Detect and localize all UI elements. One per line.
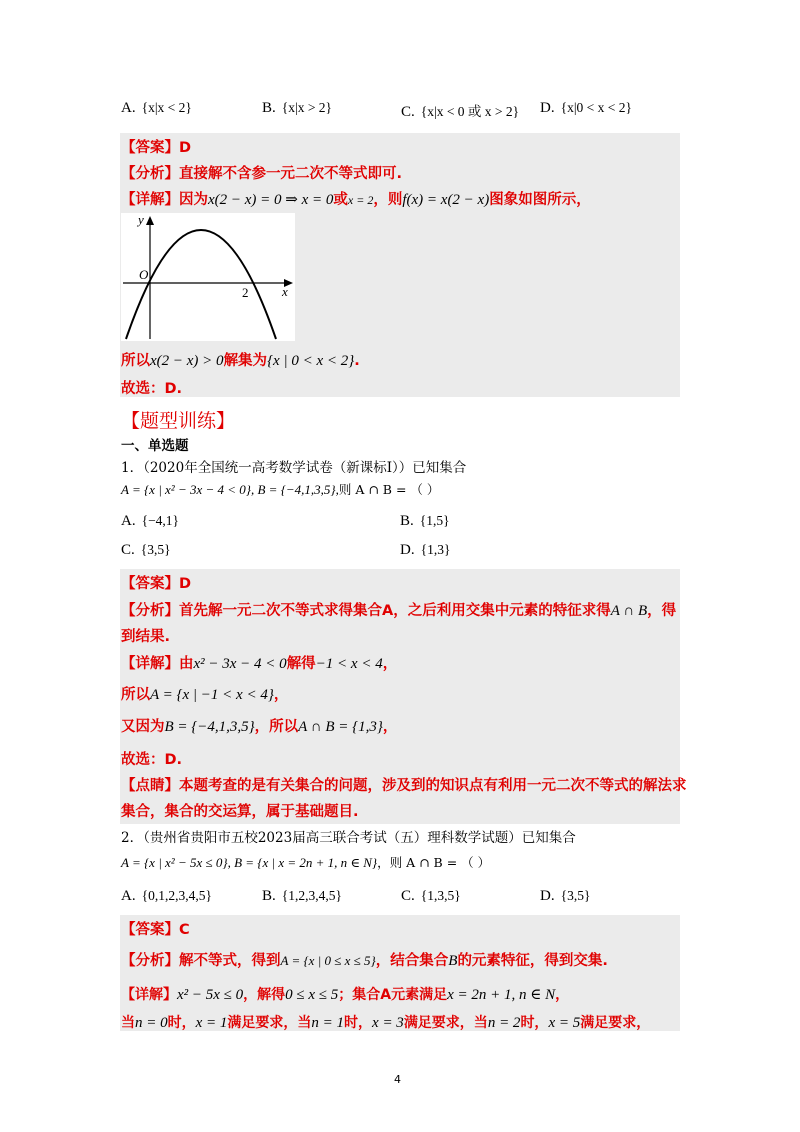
math: A = {x | −1 < x < 4} xyxy=(150,687,274,703)
math: n = 1 xyxy=(311,1015,345,1031)
math: 0 ≤ x ≤ 5 xyxy=(285,987,339,1003)
analysis-text: 解不等式，得到 xyxy=(179,953,281,969)
analysis-tag: 【分析】 xyxy=(121,166,179,182)
option-text: {x|x < 0 或 x > 2} xyxy=(420,104,520,119)
detail-tag: 【详解】 xyxy=(121,987,177,1003)
math: A ∩ B = {1,3} xyxy=(298,719,383,735)
answer-value: C xyxy=(179,922,190,938)
math: x = 3 xyxy=(372,1015,404,1031)
detail-text: 时， xyxy=(520,1015,549,1031)
q0-option-b xyxy=(262,100,332,117)
stem-text: 则 A ∩ B = （ ） xyxy=(338,482,440,497)
detail-text: 时， xyxy=(167,1015,196,1031)
page-number: 4 xyxy=(394,1073,401,1086)
detail-text: 因为 xyxy=(179,192,208,208)
option-text: {1,3,5} xyxy=(420,888,461,903)
option-label: D. xyxy=(400,542,415,558)
q2-stem-line-1: 2．（贵州省贵阳市五校2023届高三联合考试（五）理科数学试题）已知集合 xyxy=(121,830,576,846)
option-text: {3,5} xyxy=(560,888,591,903)
q1-stem-line-1: 1．（2020年全国统一高考数学试卷（新课标Ⅰ））已知集合 xyxy=(121,460,467,476)
q1-option-a xyxy=(121,513,179,530)
q1-detail-line-2 xyxy=(121,683,288,704)
detail-text: ， xyxy=(382,656,398,672)
math: x² − 3x − 4 < 0 xyxy=(193,656,287,672)
option-label: B. xyxy=(262,100,276,116)
detail-text: 图象如图所示， xyxy=(489,192,591,208)
option-label: C. xyxy=(401,888,415,904)
option-text: {1,5} xyxy=(419,513,450,528)
math: B xyxy=(448,953,458,969)
q1-detail-line-3 xyxy=(121,715,397,736)
option-text: {0,1,2,3,4,5} xyxy=(141,888,212,903)
x-axis-label: x xyxy=(282,284,288,299)
option-label: D. xyxy=(540,100,555,116)
q2-option-a xyxy=(121,888,212,905)
math: x = 1 xyxy=(195,1015,228,1031)
answer-value: D xyxy=(179,140,192,156)
y-axis-arrow xyxy=(146,216,154,225)
math: f(x) = x(2 − x) xyxy=(402,192,490,208)
detail-text: 所以 xyxy=(121,687,150,703)
parabola-curve xyxy=(126,230,276,339)
q2-option-d xyxy=(540,888,590,905)
option-label: C. xyxy=(401,104,415,120)
math: x = 2 xyxy=(347,193,374,207)
comment-text: 本题考查的是有关集合的问题，涉及到的知识点有利用一元二次不等式的解法求 xyxy=(179,778,687,794)
math: A = {x | x² − 5x ≤ 0}, B = {x | x = 2n + 1, n ∈ N} xyxy=(121,855,378,870)
math: x² − 5x ≤ 0 xyxy=(177,987,244,1003)
q2-option-c xyxy=(401,888,461,905)
q2-answer xyxy=(121,918,190,939)
q1-conclusion: 故选：D. xyxy=(121,752,183,768)
option-label: A. xyxy=(121,100,136,116)
detail-tag: 【详解】 xyxy=(121,656,179,672)
option-label: A. xyxy=(121,888,136,904)
option-text: {x|x > 2} xyxy=(281,100,333,115)
math: A = {x | 0 ≤ x ≤ 5} xyxy=(280,953,376,968)
q1-option-b xyxy=(400,513,450,530)
stem-text: ，则 A ∩ B = （ ） xyxy=(377,855,491,870)
q2-detail-line-1 xyxy=(121,984,569,1004)
math: x(2 − x) = 0 ⇒ x = 0 xyxy=(208,192,334,208)
analysis-text: 的元素特征，得到交集. xyxy=(457,953,608,969)
q1-answer xyxy=(121,572,191,593)
q0-analysis xyxy=(121,162,402,183)
q0-conclusion: 故选：D. xyxy=(121,381,183,397)
q1-option-c xyxy=(121,542,171,559)
section-title: 【题型训练】 xyxy=(121,410,236,432)
detail-text: ；集合A元素满足 xyxy=(338,987,448,1003)
analysis-text: ，结合集合 xyxy=(375,953,449,969)
math: x = 2n + 1, n ∈ N xyxy=(447,987,556,1003)
q0-detail-line-2 xyxy=(121,349,360,370)
q1-stem-line-2 xyxy=(121,480,439,498)
detail-text: 由 xyxy=(179,656,194,672)
detail-tag: 【详解】 xyxy=(121,192,179,208)
math: A ∩ B xyxy=(610,603,648,619)
option-label: B. xyxy=(400,513,414,529)
parabola-graph-svg xyxy=(121,213,295,341)
math: B = {−4,1,3,5} xyxy=(164,719,255,735)
detail-text: 或 xyxy=(333,192,348,208)
q0-detail-line-1 xyxy=(121,188,591,209)
detail-text: 满足要求， xyxy=(580,1015,651,1031)
detail-text: ， xyxy=(382,719,398,735)
q0-option-c xyxy=(401,100,519,121)
q0-answer xyxy=(121,136,191,157)
q2-detail-line-2 xyxy=(121,1012,650,1032)
detail-text: 满足要求，当 xyxy=(403,1015,488,1031)
option-label: C. xyxy=(121,542,135,558)
comment-tag: 【点睛】 xyxy=(121,778,179,794)
detail-text: 时， xyxy=(344,1015,373,1031)
q1-analysis-line-1 xyxy=(121,599,676,620)
q2-option-b xyxy=(262,888,342,905)
option-label: A. xyxy=(121,513,136,529)
math: {x | 0 < x < 2} xyxy=(267,353,355,369)
option-text: {3,5} xyxy=(140,542,171,557)
detail-text: 满足要求，当 xyxy=(227,1015,312,1031)
analysis-text: 首先解一元二次不等式求得集合A，之后利用交集中元素的特征求得 xyxy=(179,603,611,619)
answer-value: D xyxy=(179,576,192,592)
option-text: {−4,1} xyxy=(141,513,180,528)
option-text: {1,2,3,4,5} xyxy=(281,888,342,903)
option-text: {x|0 < x < 2} xyxy=(560,100,632,115)
q1-option-d xyxy=(400,542,450,559)
detail-text: ， xyxy=(273,687,289,703)
detail-text: ，所以 xyxy=(254,719,299,735)
origin-label: O xyxy=(139,267,149,282)
math: x = 5 xyxy=(548,1015,581,1031)
q1-detail-line-1 xyxy=(121,652,397,673)
detail-text: 又因为 xyxy=(121,719,165,735)
answer-tag: 【答案】 xyxy=(121,576,179,592)
q2-stem-line-2 xyxy=(121,853,490,871)
answer-tag: 【答案】 xyxy=(121,922,179,938)
option-label: D. xyxy=(540,888,555,904)
q2-analysis xyxy=(121,949,608,970)
q1-comment-line-2: 集合，集合的交运算，属于基础题目. xyxy=(121,804,359,820)
section-subtitle: 一、单选题 xyxy=(121,438,189,454)
q0-option-d xyxy=(540,100,632,117)
analysis-text: ，得 xyxy=(647,603,677,619)
option-text: {1,3} xyxy=(420,542,451,557)
y-axis-label: y xyxy=(138,213,144,227)
detail-text: ， xyxy=(555,987,570,1003)
answer-tag: 【答案】 xyxy=(121,140,179,156)
detail-text: 当 xyxy=(121,1015,135,1031)
detail-text: ，则 xyxy=(373,192,403,208)
math: A = {x | x² − 3x − 4 < 0}, B = {−4,1,3,5}, xyxy=(121,482,339,497)
q1-comment-line-1 xyxy=(121,774,687,795)
q1-analysis-line-2: 到结果. xyxy=(121,629,171,645)
detail-text: 解集为 xyxy=(223,353,268,369)
math: x(2 − x) > 0 xyxy=(150,353,224,369)
detail-text: 解得 xyxy=(286,656,316,672)
parabola-graph xyxy=(121,213,295,341)
option-text: {x|x < 2} xyxy=(141,100,192,115)
detail-text: ，解得 xyxy=(243,987,286,1003)
detail-text: . xyxy=(354,353,360,369)
q0-option-a xyxy=(121,100,192,117)
analysis-text: 直接解不含参一元二次不等式即可. xyxy=(179,166,403,182)
detail-text: 所以 xyxy=(121,353,150,369)
math: n = 2 xyxy=(487,1015,521,1031)
math: −1 < x < 4 xyxy=(315,656,383,672)
root-label: 2 xyxy=(242,285,249,300)
analysis-tag: 【分析】 xyxy=(121,603,179,619)
option-label: B. xyxy=(262,888,276,904)
math: n = 0 xyxy=(135,1015,168,1031)
analysis-tag: 【分析】 xyxy=(121,953,179,969)
